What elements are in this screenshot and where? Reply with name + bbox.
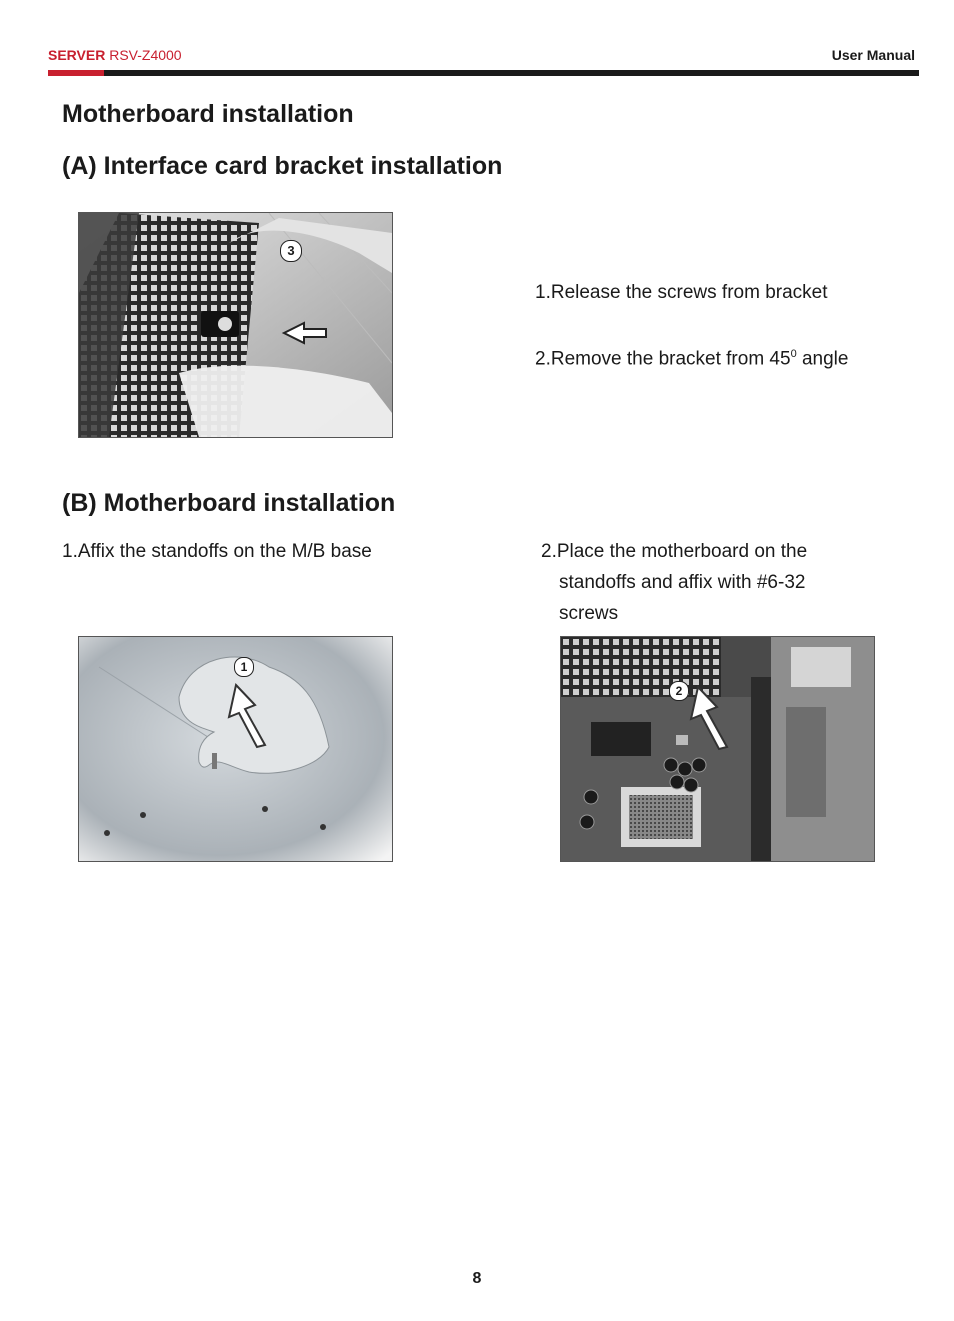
- section-b-heading: (B) Motherboard installation: [62, 489, 396, 517]
- header-doc-type: User Manual: [831, 47, 915, 63]
- section-a-step-2-text: 2.Remove the bracket from 45: [535, 348, 791, 370]
- section-a-step-1: 1.Release the screws from bracket: [535, 282, 828, 303]
- page-title: Motherboard installation: [62, 100, 354, 128]
- step-marker-2: 2: [669, 681, 689, 701]
- step-marker-3: 3: [280, 240, 302, 262]
- section-a-step-2: [535, 339, 848, 374]
- bracket-photo: [78, 212, 393, 438]
- section-a-step-2-suffix: angle: [796, 348, 849, 370]
- header-model: RSV-Z4000: [109, 47, 182, 63]
- header-brand: SERVER: [48, 47, 106, 63]
- header-rule-accent: [48, 70, 104, 76]
- section-b-step-1: 1.Affix the standoffs on the M/B base: [62, 541, 372, 562]
- header-rule: [104, 70, 919, 76]
- section-a-heading: (A) Interface card bracket installation: [62, 152, 503, 180]
- step-marker-1: 1: [234, 657, 254, 677]
- header-product: [48, 47, 182, 63]
- section-b-step-2-line-3: screws: [559, 603, 619, 624]
- page-number: 8: [472, 1270, 482, 1287]
- section-b-step-2-line-1: 2.Place the motherboard on the: [541, 541, 808, 562]
- section-b-step-2-line-2: standoffs and affix with #6-32: [559, 572, 806, 593]
- degree-superscript: 0: [790, 348, 797, 360]
- motherboard-photo: [560, 636, 875, 862]
